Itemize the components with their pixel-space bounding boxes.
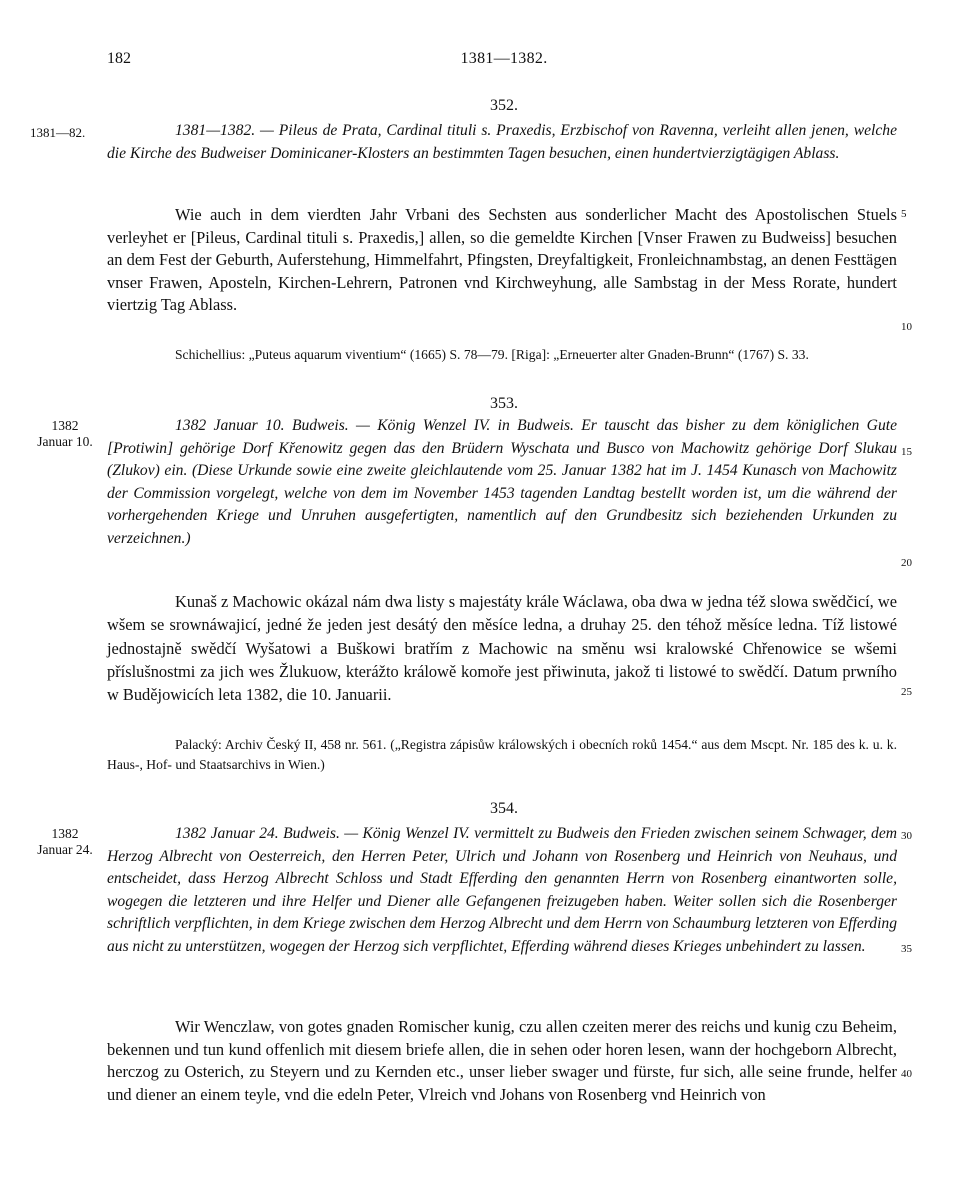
line-number: 35: [901, 943, 912, 955]
document-text: Wir Wenczlaw, von gotes gnaden Romischer kunig, czu allen czeiten merer des reichs und kunig czu Beheim, bekennen und tun kund offenlich mit diesem briefe allen, die in sehen oder horen lesen, wann der hochgeborn Albrecht, herczog zu Osterich, zu Steyern und zu Kernden etc., unser lieber swager und fürste, fur sich, alle seine frunde, helfer und diener an einem teyle, vnd die edeln Peter, Vlreich vnd Johans von Rosenberg vnd Heinrich von: [107, 1017, 897, 1104]
source-citation: Palacký: Archiv Český II, 458 nr. 561. („Registra zápisůw králowských i obecních roků 1454.“ aus dem Mscpt. Nr. 185 des k. u. k. Haus-, Hof- und Staatsarchivs in Wien.): [107, 737, 897, 772]
regest: 1382 Januar 10. Budweis. — König Wenzel IV. in Budweis. Er tauscht das bisher zu dem königlichen Gute [Protiwin] gehörige Dorf Křenowitz gegen das den Brüdern Wyschata und Busco von Machowitz gehörige Dorf Slukau (Zlukov) ein. (Diese Urkunde sowie eine zweite gleichlautende vom 25. Januar 1382 hat im J. 1454 Kunasch von Machowitz der Commission vorgelegt, welche von dem im November 1453 tagenden Landtag bestellt worden ist, um die während der vorhergehenden Kriege und Unruhen ausgefertigten, namentlich auf den Grundbesitz sich beziehenden Urkunden zu verzeichnen.): [107, 417, 897, 547]
margin-date-line: 1381—82.: [30, 125, 86, 140]
page-number: 182: [107, 50, 131, 67]
document-number: 353.: [490, 395, 518, 412]
margin-date-line: Januar 10.: [37, 434, 93, 449]
regest: 1382 Januar 24. Budweis. — König Wenzel IV. vermittelt zu Budweis den Frieden zwischen seinem Schwager, dem Herzog Albrecht von Oesterreich, den Herren Peter, Ulrich und Johann von Rosenberg und Heinrich von Neuhaus, und entscheidet, dass Herzog Albrecht Schloss und Stadt Efferding den genannten Herrn von Rosenberg einantworten solle, wogegen die letzteren und ihre Helfer und Diener alle Gefangenen freizugeben haben. Weiter sollen sich die Rosenberger schriftlich verpflichten, in dem Kriege zwischen dem Herzog Albrecht und dem Herrn von Schaumburg letzteren von Efferding aus nicht zu unterstützen, wogegen der Herzog sich verpflichtet, Efferding während dieses Krieges unbehindert zu lassen.: [107, 825, 897, 955]
line-number: 10: [901, 321, 912, 333]
margin-date-line: 1382: [51, 826, 79, 841]
page-header: [0, 50, 960, 72]
document-number: 354.: [490, 800, 518, 817]
regest: 1381—1382. — Pileus de Prata, Cardinal tituli s. Praxedis, Erzbischof von Ravenna, verleiht allen jenen, welche die Kirche des Budweiser Dominicaner-Klosters an bestimmten Tagen besuchen, einen hundertvierzigtägigen Ablass.: [107, 122, 897, 162]
margin-date: [30, 125, 85, 141]
document-text: Kunaš z Machowic okázal nám dwa listy s majestáty krále Wáclawa, oba dwa w jedna též slowa swědčicí, we wšem se srownáwajicí, jedné že jeden jest desátý den měsíce ledna, a druhay 25. den téhož měsíce ledna. Tíž listowé jednostajně swědčí Wyšatowi a Buškowi bratřím z Machowic na směnu wsi kralowské Chřenowice se wšemi příslušnostmi za jich wes Žlukuow, kterážto králowě komoře jest přiwinuta, jakož ti listowé to swědčí. Datum prwního w Budějowicích leta 1382, die 10. Januarii.: [107, 592, 897, 705]
margin-date-line: Januar 24.: [37, 842, 93, 857]
line-number: 30: [901, 830, 912, 842]
document-text: Wie auch in dem vierdten Jahr Vrbani des Sechsten aus sonderlicher Macht des Apostolischen Stuels verleyhet er [Pileus, Cardinal tituli s. Praxedis,] allen, so die gemeldte Kirchen [Vnser Frawen zu Budweiss] besuchen an dem Fest der Geburth, Auferstehung, Himmelfahrt, Pfingsten, Dreyfaltigkeit, Fronleichnambstag, an denen Festtägen vnser Frawen, Aposteln, Kirchen-Lehrern, Patronen vnd Kirchweyhung, alle Sambstag in der Mess Rorate, hundert viertzig Tag Ablass.: [107, 205, 897, 314]
line-number: 15: [901, 446, 912, 458]
line-number: 40: [901, 1068, 912, 1080]
margin-date-line: 1382: [51, 418, 79, 433]
line-number: 5: [901, 208, 907, 220]
margin-date: [30, 418, 100, 450]
line-number: 20: [901, 557, 912, 569]
source-citation: Schichellius: „Puteus aquarum viventium“ (1665) S. 78—79. [Riga]: „Erneuerter alter Gnaden-Brunn“ (1767) S. 33.: [175, 347, 809, 362]
line-number: 25: [901, 686, 912, 698]
document-number: 352.: [490, 97, 518, 114]
margin-date: [30, 826, 100, 858]
running-title: 1381—1382.: [460, 50, 548, 67]
